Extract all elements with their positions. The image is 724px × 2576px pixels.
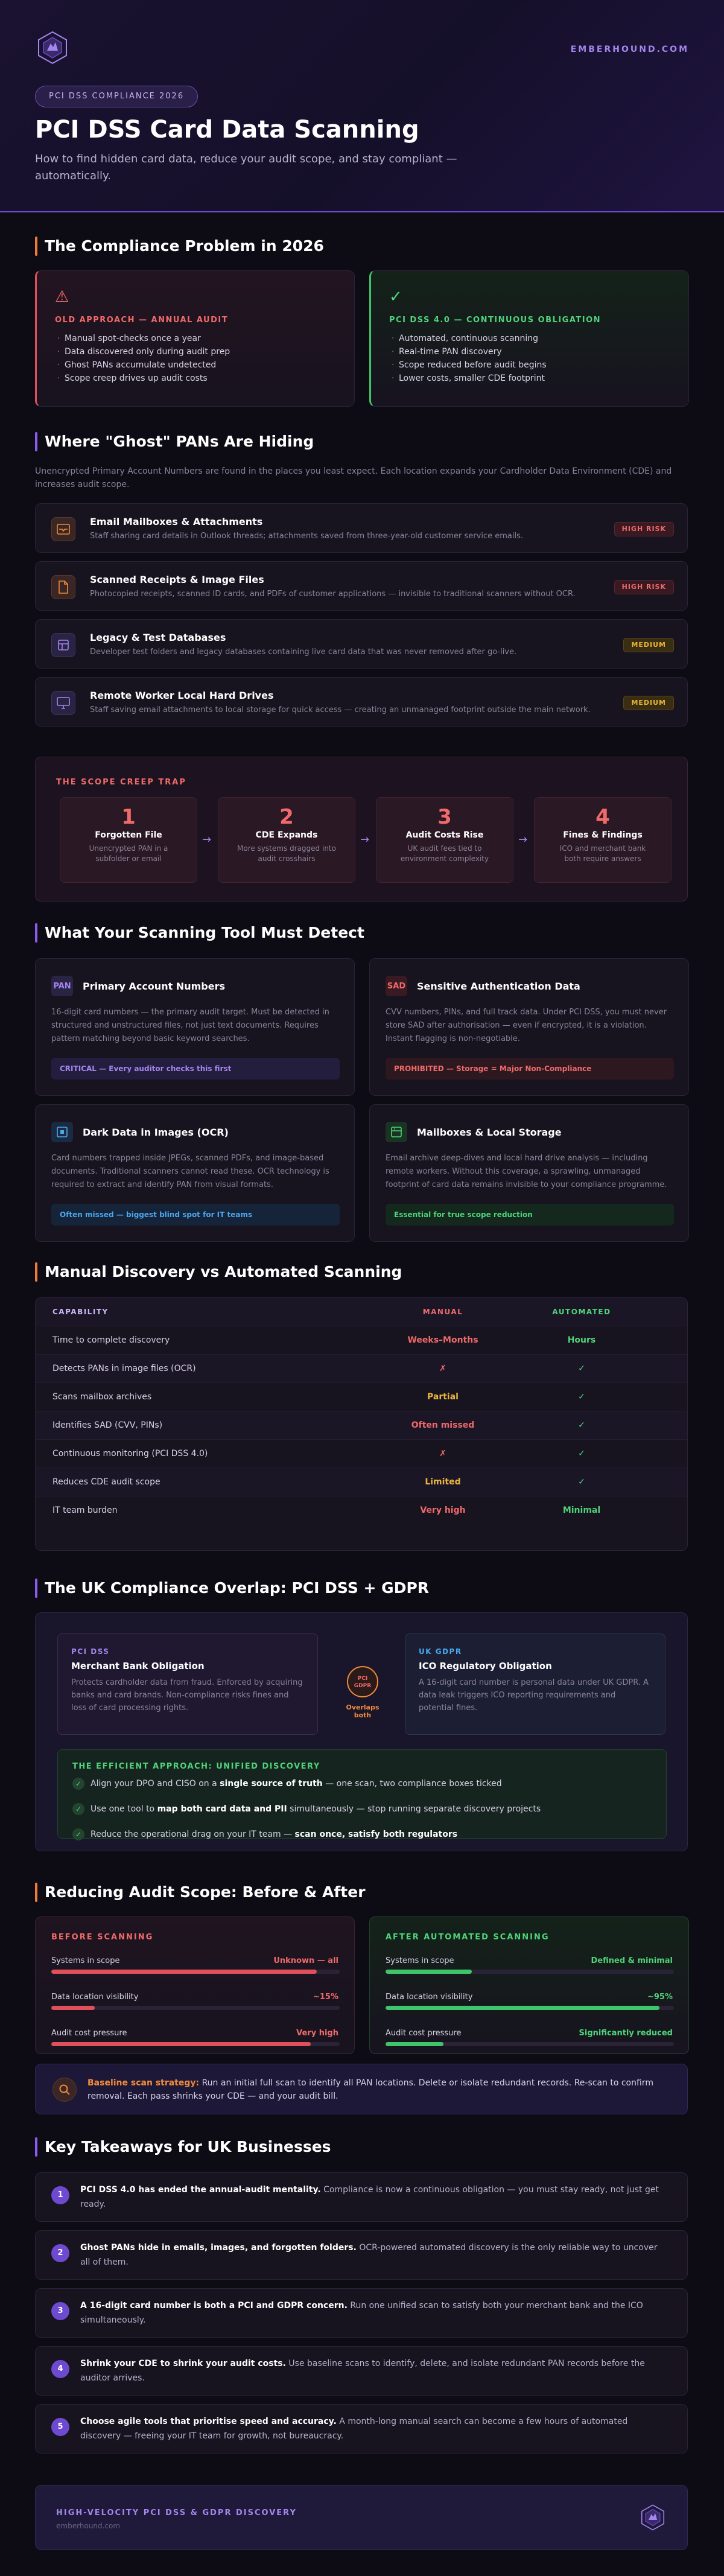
takeaway-text: [80, 2298, 665, 2327]
before-scanning-card: [35, 1916, 355, 2054]
list-item: · Automated, continuous scanning: [389, 332, 670, 345]
metric-row: [51, 1992, 338, 2014]
metric-label: Data location visibility: [386, 1992, 473, 2002]
list-item: · Scope reduced before audit begins: [389, 358, 670, 372]
arrow-right-icon: →: [518, 833, 528, 846]
takeaway-bold: Ghost PANs hide in emails, images, and forgotten folders.: [80, 2243, 357, 2253]
unified-item-text: — one scan, two compliance boxes ticked: [322, 1779, 502, 1789]
check-circle-icon: ✓: [72, 1778, 84, 1790]
list-item: · Lower costs, smaller CDE footprint: [389, 372, 670, 385]
storage-icon: [386, 1122, 407, 1142]
image-scan-icon: [51, 1122, 73, 1142]
step-title: CDE Expands: [255, 830, 318, 840]
gdpr-kicker: UK GDPR: [419, 1647, 462, 1656]
step-desc: Unencrypted PAN in a subfolder or email: [89, 844, 168, 863]
metric-label: Audit cost pressure: [51, 2029, 127, 2038]
detect-title: Primary Account Numbers: [83, 981, 225, 992]
overlap-circle-icon: [346, 1665, 379, 1699]
metric-track: [51, 1970, 340, 1974]
cell-manual: Weeks–Months: [407, 1335, 478, 1345]
table-row: [36, 1411, 688, 1439]
metric-fill: [51, 1970, 317, 1974]
takeaway-text: [80, 2183, 665, 2212]
scope-step: [60, 797, 197, 883]
metric-track: [386, 1970, 674, 1974]
metric-value: Unknown — all: [273, 1956, 338, 1965]
after-scanning-card: [369, 1916, 689, 2054]
cell-manual: ✗: [439, 1364, 446, 1373]
unified-item-bold: scan once, satisfy both regulators: [294, 1830, 458, 1839]
takeaway-text: [80, 2356, 665, 2385]
step-number: 1: [121, 805, 136, 829]
metric-row: [386, 1956, 673, 1978]
risk-badge: MEDIUM: [623, 638, 674, 652]
step-number: 4: [595, 805, 610, 829]
cell-automated: Minimal: [562, 1506, 601, 1515]
pci-desc: Protects cardholder data from fraud. Enforced by acquiring banks and card brands. Non-compliance risks fines and loss of card processing rights.: [71, 1678, 303, 1713]
database-icon: [51, 633, 75, 657]
takeaway-body: Use baseline scans to identify, delete, and isolate redundant PAN records before the auditor arrives.: [80, 2359, 645, 2383]
takeaway-number: 4: [51, 2360, 69, 2378]
baseline-strategy-banner: [35, 2064, 688, 2114]
detect-card-sad: [369, 958, 689, 1096]
pan-tag: PAN: [51, 976, 73, 996]
ghost-item-title: Email Mailboxes & Attachments: [90, 516, 263, 527]
metric-row: [386, 1992, 673, 2014]
cell-capability: IT team burden: [52, 1506, 118, 1515]
risk-badge: MEDIUM: [623, 696, 674, 710]
ghost-item-title: Scanned Receipts & Image Files: [90, 574, 264, 585]
list-item: · Manual spot-checks once a year: [55, 332, 336, 345]
section-title-detect: What Your Scanning Tool Must Detect: [35, 923, 364, 943]
section-title-ghosts: Where "Ghost" PANs Are Hiding: [35, 432, 314, 451]
takeaway-body: Compliance is now a continuous obligation — you must stay ready, not just get ready.: [80, 2185, 659, 2209]
cell-manual: Often missed: [411, 1420, 475, 1430]
step-desc: UK audit fees tied to environment complexity: [400, 844, 489, 863]
section-title-audit: Reducing Audit Scope: Before & After: [35, 1883, 366, 1902]
ghost-item-title: Legacy & Test Databases: [90, 632, 226, 643]
unified-discovery-box: [57, 1749, 667, 1839]
takeaway-bold: A 16-digit card number is both a PCI and GDPR concern.: [80, 2301, 348, 2310]
cell-automated: ✓: [578, 1420, 585, 1430]
cell-manual: Limited: [425, 1477, 461, 1487]
strategy-body: Run an initial full scan to identify all PAN locations. Delete or isolate redundant records. Re-scan to confirm removal. Each pass shrinks your CDE — and your audit bill.: [87, 2078, 653, 2101]
metric-fill: [51, 2042, 311, 2046]
ghost-item-desc: Photocopied receipts, scanned ID cards, and PDFs of customer applications — invisible to traditional scanners without OCR.: [90, 590, 576, 599]
step-desc: More systems dragged into audit crosshairs: [237, 844, 336, 863]
step-title: Fines & Findings: [563, 830, 643, 840]
magnifier-icon: [52, 2078, 77, 2102]
detect-note: Often missed — biggest blind spot for IT teams: [51, 1204, 340, 1226]
metric-row: [386, 2029, 673, 2050]
risk-badge: HIGH RISK: [614, 522, 674, 536]
cell-manual: ✗: [439, 1449, 446, 1458]
ghosts-intro: Unencrypted Primary Account Numbers are found in the places you least expect. Each location expands your Cardholder Data Environment (CDE) and increases audit scope.: [35, 466, 672, 489]
pci-title: Merchant Bank Obligation: [71, 1661, 205, 1671]
detect-note: Essential for true scope reduction: [386, 1204, 674, 1226]
comparison-table: [35, 1297, 688, 1551]
ghost-item-hard-drives: [35, 677, 688, 727]
detect-title: Mailboxes & Local Storage: [417, 1127, 562, 1138]
metric-label: Systems in scope: [386, 1956, 454, 1965]
metric-fill: [386, 2006, 659, 2010]
metric-value: Significantly reduced: [579, 2029, 673, 2038]
list-item: · Scope creep drives up audit costs: [55, 372, 336, 385]
table-row: [36, 1496, 688, 1524]
before-heading: BEFORE SCANNING: [51, 1933, 154, 1942]
detect-title: Dark Data in Images (OCR): [83, 1127, 229, 1138]
svg-text:PCI: PCI: [357, 1676, 368, 1682]
pci-kicker: PCI DSS: [71, 1647, 110, 1656]
takeaway-item: [35, 2346, 688, 2396]
metric-label: Data location visibility: [51, 1992, 139, 2002]
metric-track: [386, 2006, 674, 2010]
cell-capability: Time to complete discovery: [52, 1335, 170, 1345]
ghost-item-receipts: [35, 561, 688, 611]
takeaway-item: [35, 2172, 688, 2222]
metric-label: Audit cost pressure: [386, 2029, 462, 2038]
takeaway-number: 3: [51, 2302, 69, 2320]
takeaway-body: OCR-powered automated discovery is the only reliable way to uncover all of them.: [80, 2243, 658, 2267]
metric-fill: [386, 2042, 443, 2046]
header-manual: MANUAL: [422, 1308, 463, 1316]
takeaway-item: [35, 2288, 688, 2338]
metric-fill: [51, 2006, 95, 2010]
scope-step: [376, 797, 513, 883]
detect-card-pan: [35, 958, 355, 1096]
scope-step: [218, 797, 355, 883]
metric-row: [51, 2029, 338, 2050]
pci-box: [57, 1633, 318, 1735]
header-capability: CAPABILITY: [52, 1308, 109, 1316]
after-heading: AFTER AUTOMATED SCANNING: [386, 1933, 550, 1942]
strategy-label: Baseline scan strategy:: [87, 2078, 200, 2088]
cell-automated: ✓: [578, 1477, 585, 1487]
old-approach-card: [35, 270, 355, 407]
warning-icon: ⚠: [55, 288, 69, 306]
scope-creep-title: THE SCOPE CREEP TRAP: [56, 778, 186, 787]
section-title-compare: Manual Discovery vs Automated Scanning: [35, 1262, 402, 1282]
gdpr-box: [405, 1633, 665, 1735]
table-row: [36, 1382, 688, 1411]
metric-track: [386, 2042, 674, 2046]
section-title-takeaways: Key Takeaways for UK Businesses: [35, 2137, 331, 2157]
step-desc: ICO and merchant bank both require answers: [559, 844, 646, 863]
old-approach-list: [55, 332, 336, 385]
cell-automated: ✓: [578, 1364, 585, 1373]
page-subtitle: How to find hidden card data, reduce your audit scope, and stay compliant — automatically.: [35, 153, 457, 182]
metric-track: [51, 2042, 340, 2046]
step-number: 3: [437, 805, 452, 829]
unified-item-text: simultaneously — stop running separate discovery projects: [287, 1804, 541, 1814]
arrow-right-icon: →: [360, 833, 370, 846]
table-row: [36, 1326, 688, 1354]
takeaway-item: [35, 2230, 688, 2280]
detect-desc: Card numbers trapped inside JPEGs, scanned PDFs, and image-based documents. Traditional scanners cannot read these. OCR technology is required to extract and identify PAN from visual formats.: [51, 1154, 329, 1189]
cell-capability: Identifies SAD (CVV, PINs): [52, 1420, 163, 1430]
list-item: · Data discovered only during audit prep: [55, 345, 336, 358]
takeaway-number: 1: [51, 2186, 69, 2204]
ghost-item-desc: Developer test folders and legacy databases containing live card data that was never removed after go-live.: [90, 647, 517, 657]
takeaway-number: 5: [51, 2418, 69, 2436]
unified-item-text: Use one tool to: [91, 1804, 157, 1814]
brand-link[interactable]: EMBERHOUND.COM: [570, 45, 689, 54]
section-title-uk: The UK Compliance Overlap: PCI DSS + GDPR: [35, 1579, 429, 1598]
metric-row: [51, 1956, 338, 1978]
overlap-indicator: [342, 1665, 383, 1719]
uk-overlap-panel: [35, 1612, 688, 1851]
cell-automated: ✓: [578, 1392, 585, 1402]
metric-value: ~95%: [647, 1992, 673, 2002]
monitor-icon: [51, 691, 75, 715]
new-approach-heading: PCI DSS 4.0 — CONTINUOUS OBLIGATION: [389, 316, 602, 325]
cell-capability: Continuous monitoring (PCI DSS 4.0): [52, 1449, 208, 1458]
cell-automated: ✓: [578, 1449, 585, 1458]
checkmark-icon: ✓: [389, 288, 402, 306]
ghost-item-desc: Staff saving email attachments to local storage for quick access — creating an unmanaged footprint outside the main network.: [90, 705, 591, 714]
takeaway-text: [80, 2414, 665, 2443]
takeaway-bold: Choose agile tools that prioritise speed and accuracy.: [80, 2417, 337, 2426]
table-header: [36, 1298, 688, 1326]
detect-desc: 16-digit card numbers — the primary audit target. Must be detected in structured and unstructured files, not just text documents. Requires pattern matching beyond basic keyword searches.: [51, 1008, 329, 1043]
ghost-item-desc: Staff sharing card details in Outlook threads; attachments saved from three-year-old customer service emails.: [90, 532, 523, 541]
detect-card-ocr: [35, 1104, 355, 1242]
unified-item: [72, 1804, 652, 1822]
scope-creep-panel: [35, 757, 688, 902]
arrow-right-icon: →: [202, 833, 212, 846]
metric-track: [51, 2006, 340, 2010]
emberhound-logo-icon: [639, 2504, 667, 2531]
compliance-pill: PCI DSS COMPLIANCE 2026: [35, 86, 198, 107]
sad-tag: SAD: [386, 976, 407, 996]
unified-title: THE EFFICIENT APPROACH: UNIFIED DISCOVERY: [72, 1762, 320, 1771]
document-icon: [51, 575, 75, 599]
takeaway-number: 2: [51, 2244, 69, 2262]
ghost-item-email: [35, 503, 688, 553]
detect-note: PROHIBITED — Storage = Major Non-Compliance: [386, 1058, 674, 1080]
detect-desc: Email archive deep-dives and local hard drive analysis — including remote workers. Without this coverage, a sprawling, unmanaged footprint of card data remains invisible to your compliance programme.: [386, 1154, 667, 1189]
new-approach-list: [389, 332, 670, 385]
scope-step: [534, 797, 672, 883]
takeaway-item: [35, 2404, 688, 2454]
hero-header: [0, 0, 724, 212]
metric-value: Defined & minimal: [591, 1956, 673, 1965]
footer: [35, 2485, 688, 2550]
emberhound-logo-icon: [35, 30, 70, 65]
takeaway-bold: Shrink your CDE to shrink your audit costs.: [80, 2359, 286, 2368]
cell-capability: Scans mailbox archives: [52, 1392, 152, 1402]
overlap-label: Overlaps both: [346, 1703, 379, 1719]
old-approach-heading: OLD APPROACH — ANNUAL AUDIT: [55, 316, 229, 325]
metric-label: Systems in scope: [51, 1956, 120, 1965]
ghost-item-databases: [35, 619, 688, 669]
metric-fill: [386, 1970, 472, 1974]
gdpr-title: ICO Regulatory Obligation: [419, 1661, 552, 1671]
takeaway-body: A month-long manual search can become a few hours of automated discovery — freeing your IT team for growth, not bureaucracy.: [80, 2417, 628, 2441]
metric-value: ~15%: [313, 1992, 338, 2002]
risk-badge: HIGH RISK: [614, 580, 674, 594]
footer-tagline: HIGH-VELOCITY PCI DSS & GDPR DISCOVERY: [56, 2508, 297, 2517]
ghost-item-title: Remote Worker Local Hard Drives: [90, 690, 274, 701]
table-row: [36, 1354, 688, 1382]
check-circle-icon: ✓: [72, 1803, 84, 1815]
list-item: · Ghost PANs accumulate undetected: [55, 358, 336, 372]
footer-link[interactable]: emberhound.com: [56, 2522, 121, 2530]
takeaway-body: Run one unified scan to satisfy both your merchant bank and the ICO simultaneously.: [80, 2301, 643, 2325]
cell-capability: Reduces CDE audit scope: [52, 1477, 160, 1487]
new-approach-card: [369, 270, 689, 407]
unified-item: [72, 1829, 652, 1847]
takeaway-text: [80, 2240, 665, 2269]
unified-item-text: Align your DPO and CISO on a: [91, 1779, 220, 1789]
page-title: PCI DSS Card Data Scanning: [35, 116, 419, 144]
takeaway-bold: PCI DSS 4.0 has ended the annual-audit mentality.: [80, 2185, 321, 2195]
detect-note: CRITICAL — Every auditor checks this first: [51, 1058, 340, 1080]
table-row: [36, 1468, 688, 1496]
check-circle-icon: ✓: [72, 1828, 84, 1840]
metric-value: Very high: [296, 2029, 338, 2038]
unified-item-bold: single source of truth: [220, 1779, 323, 1789]
unified-item: [72, 1778, 652, 1796]
cell-manual: Very high: [420, 1506, 466, 1515]
unified-item-text: Reduce the operational drag on your IT team —: [91, 1830, 295, 1839]
svg-text:GDPR: GDPR: [354, 1683, 372, 1689]
header-automated: AUTOMATED: [552, 1308, 611, 1316]
detect-desc: CVV numbers, PINs, and full track data. Under PCI DSS, you must never store SAD after authorisation — even if encrypted, it is a violation. Instant flagging is non-negotiable.: [386, 1008, 667, 1043]
list-item: · Real-time PAN discovery: [389, 345, 670, 358]
mailbox-icon: [51, 517, 75, 541]
strategy-text: [87, 2076, 667, 2103]
cell-capability: Detects PANs in image files (OCR): [52, 1364, 196, 1373]
gdpr-desc: A 16-digit card number is personal data under UK GDPR. A data leak triggers ICO reporting requirements and potential fines.: [419, 1678, 649, 1713]
cell-manual: Partial: [427, 1392, 459, 1402]
cell-automated: Hours: [567, 1335, 596, 1345]
detect-card-mailbox: [369, 1104, 689, 1242]
unified-item-bold: map both card data and PII: [157, 1804, 287, 1814]
section-title-problem: The Compliance Problem in 2026: [35, 237, 324, 256]
step-title: Audit Costs Rise: [405, 830, 484, 840]
detect-title: Sensitive Authentication Data: [417, 981, 580, 992]
step-title: Forgotten File: [95, 830, 162, 840]
table-row: [36, 1439, 688, 1468]
step-number: 2: [279, 805, 294, 829]
